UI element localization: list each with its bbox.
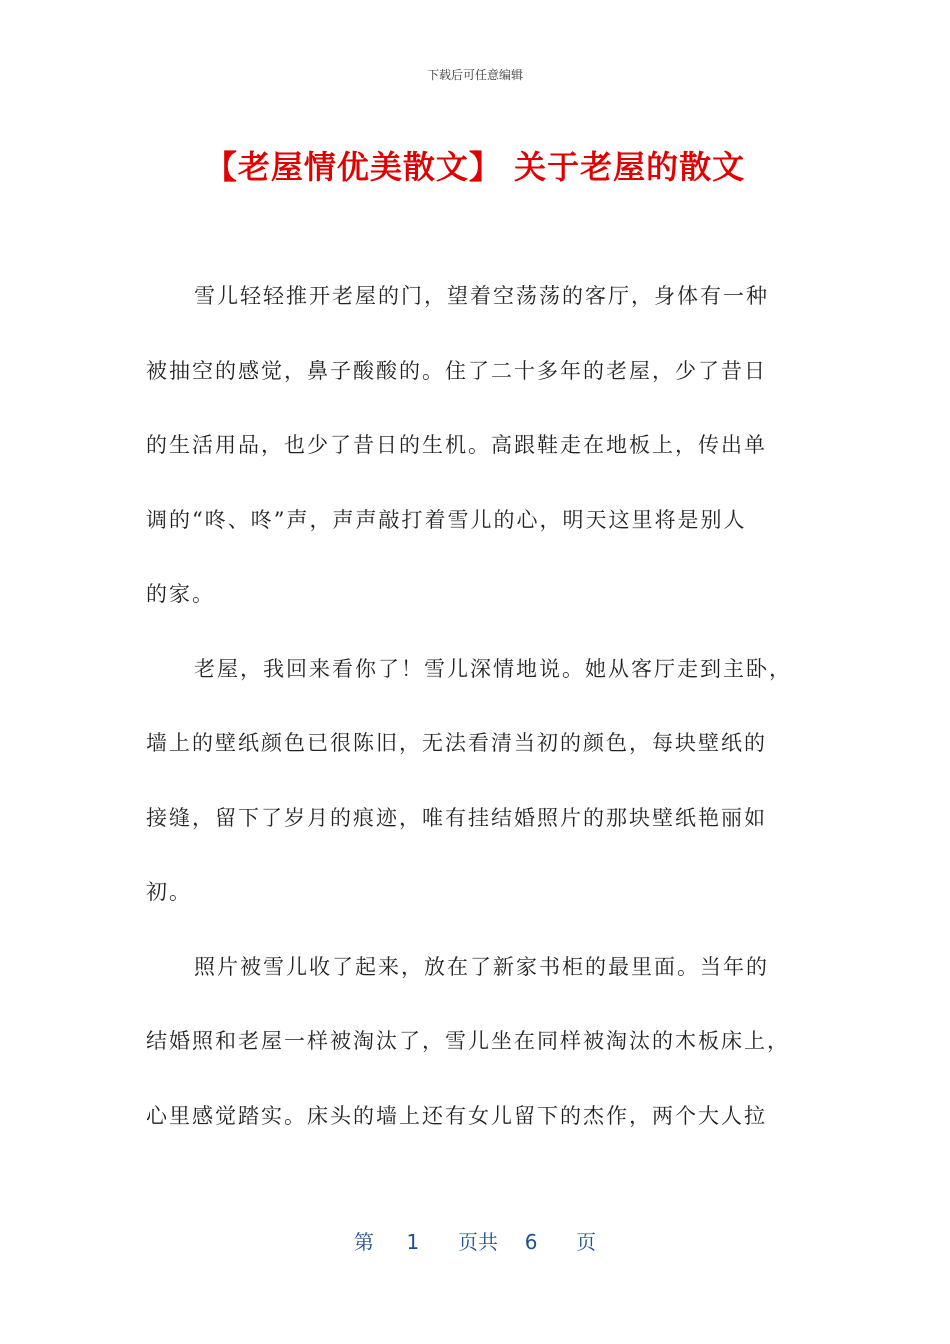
paragraph-line: 接缝，留下了岁月的痕迹，唯有挂结婚照片的那块壁纸艳丽如 [146,805,767,830]
total-pages-number: 6 [524,1230,538,1254]
page-label-pre: 第 [353,1230,374,1254]
page-label-post: 页 [576,1230,597,1254]
paragraph-line: 照片被雪儿收了起来，放在了新家书柜的最里面。当年的 [194,954,769,979]
document-body [146,276,812,1170]
paragraph-line: 被抽空的感觉，鼻子酸酸的。住了二十多年的老屋，少了昔日 [146,358,767,383]
paragraph-line: 的生活用品，也少了昔日的生机。高跟鞋走在地板上，传出单 [146,433,767,457]
paragraph-line: 初。 [146,880,192,904]
paragraph-line: 心里感觉踏实。床头的墙上还有女儿留下的杰作，两个大人拉 [146,1103,767,1128]
paragraph-line: 结婚照和老屋一样被淘汰了，雪儿坐在同样被淘汰的木板床上， [146,1029,790,1053]
paragraph-line: 雪儿轻轻推开老屋的门，望着空荡荡的客厅，身体有一种 [194,284,769,308]
document-title: 【老屋情优美散文】 关于老屋的散文 [204,148,746,186]
page-label-mid: 页共 [458,1230,498,1254]
paragraph-line: 的家。 [146,582,215,606]
page-footer [0,1226,950,1255]
paragraph-line: 老屋，我回来看你了！雪儿深情地说。她从客厅走到主卧， [194,656,792,681]
paragraph-line: 墙上的壁纸颜色已很陈旧，无法看清当初的颜色，每块壁纸的 [146,731,767,755]
current-page-number: 1 [406,1230,420,1254]
header-note: 下载后可任意编辑 [426,68,523,82]
paragraph-line: 调的“咚、咚”声，声声敲打着雪儿的心，明天这里将是别人 [146,507,747,532]
